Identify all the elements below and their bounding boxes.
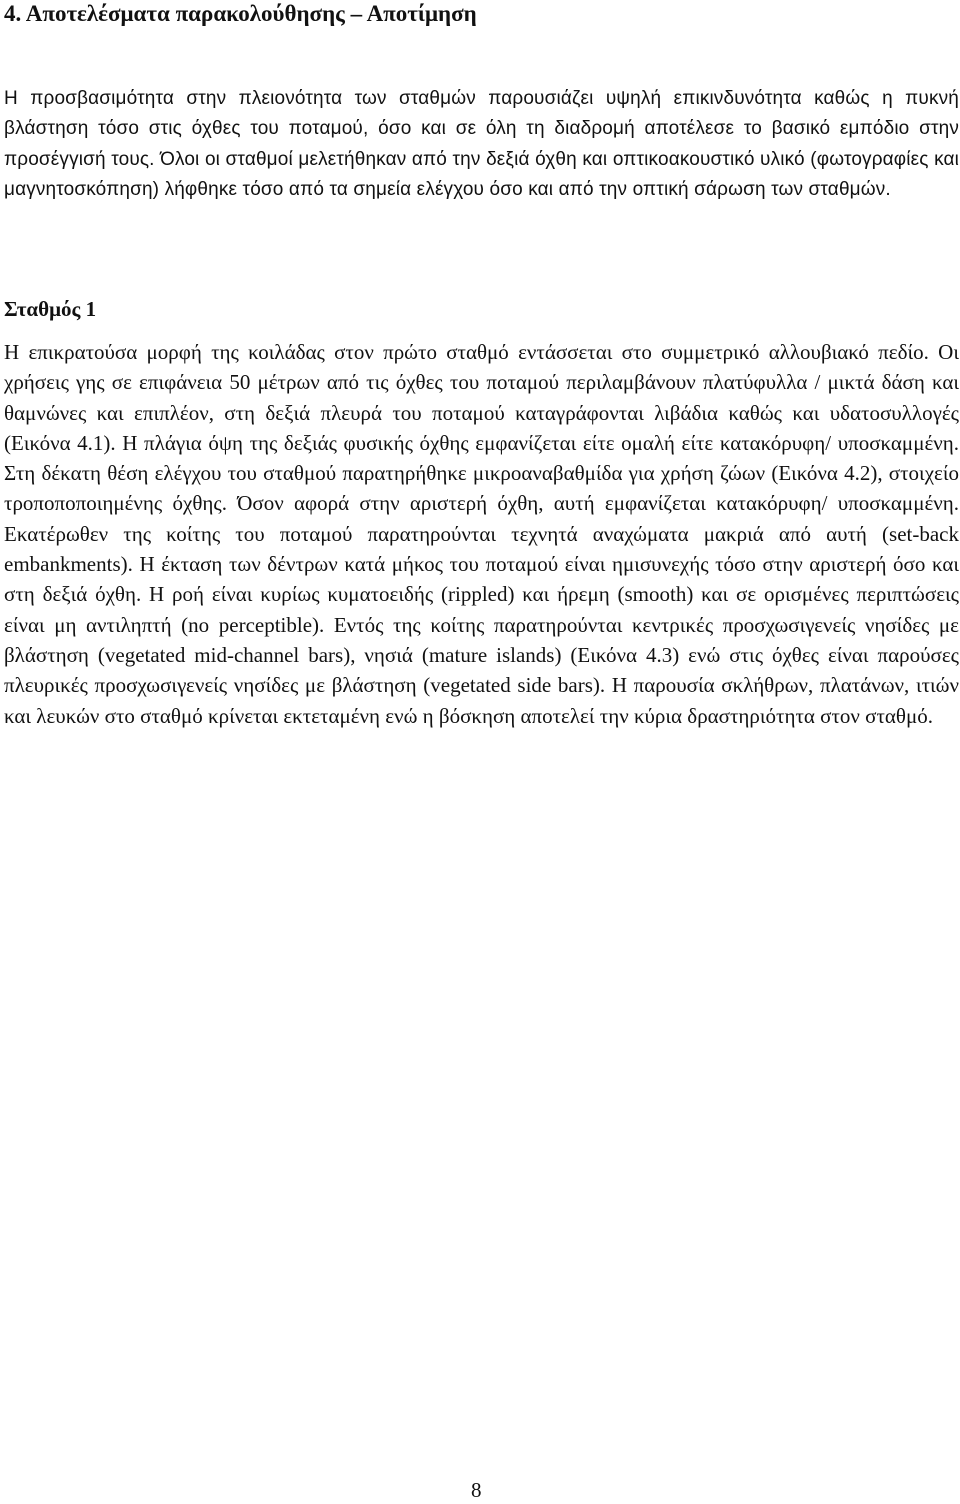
intro-paragraph: Η προσβασιμότητα στην πλειονότητα των σταθμών παρουσιάζει υψηλή επικινδυνότητα καθώς η πυκνή βλάστηση τόσο στις όχθες του ποταμού, όσο και σε όλη τη διαδρομή αποτέλεσε το βασικό εμπόδιο στην προσέγγισή τους. Όλοι οι σταθμοί μελετήθηκαν από την δεξιά όχθη και οπτικοακουστικό υλικό (φωτογραφίες και μαγνητοσκόπηση) λήφθηκε τόσο από τα σημεία ελέγχου όσο και από την οπτική σάρωση των σταθμών. xyxy=(4,88,959,201)
section-heading: 4. Αποτελέσματα παρακολούθησης – Αποτίμηση xyxy=(4,1,477,26)
station-description-paragraph: Η επικρατούσα μορφή της κοιλάδας στον πρώτο σταθμό εντάσσεται στο συμμετρικό αλλουβιακό πεδίο. Οι χρήσεις γης σε επιφάνεια 50 μέτρων από τις όχθες του ποταμού περιλαμβάνουν πλατύφυλλα / μικτά δάση και θαμνώνες και επιπλέον, στη δεξιά πλευρά του ποταμού καταγράφονται λιβάδια καθώς και υδατοσυλλογές (Εικόνα 4.1). Η πλάγια όψη της δεξιάς φυσικής όχθης εμφανίζεται είτε ομαλή είτε κατακόρυφη/ υποσκαμμένη. Στη δέκατη θέση ελέγχου του σταθμού παρατηρήθηκε μικροαναβαθμίδα για χρήση ζώων (Εικόνα 4.2), στοιχείο τροποποποιημένης όχθης. Όσον αφορά στην αριστερή όχθη, αυτή εμφανίζεται κατακόρυφη/ υποσκαμμένη. Εκατέρωθεν της κοίτης του ποταμού παρατηρούνται τεχνητά αναχώματα μακριά από αυτή (set-back embankments). Η έκταση των δέντρων κατά μήκος του ποταμού είναι ημισυνεχής τόσο στην αριστερή όσο και στη δεξιά όχθη. Η ροή είναι κυρίως κυματοειδής (rippled) και ήρεμη (smooth) και σε ορισμένες περιπτώσεις είναι μη αντιληπτή (no perceptible). Εντός της κοίτης παρατηρούνται κεντρικές προσχωσιγενείς νησίδες με βλάστηση (vegetated mid-channel bars), νησιά (mature islands) (Εικόνα 4.3) ενώ στις όχθες είναι παρούσες πλευρικές προσχωσιγενείς νησίδες με βλάστηση (vegetated side bars). Η παρουσία σκλήθρων, πλατάνων, ιτιών και λευκών στο σταθμό κρίνεται εκτεταμένη ενώ η βόσκηση αποτελεί την κύρια δραστηριότητα στον σταθμό. xyxy=(4,340,959,728)
station-title: Σταθμός 1 xyxy=(4,297,97,321)
page-number: 8 xyxy=(471,1478,482,1502)
